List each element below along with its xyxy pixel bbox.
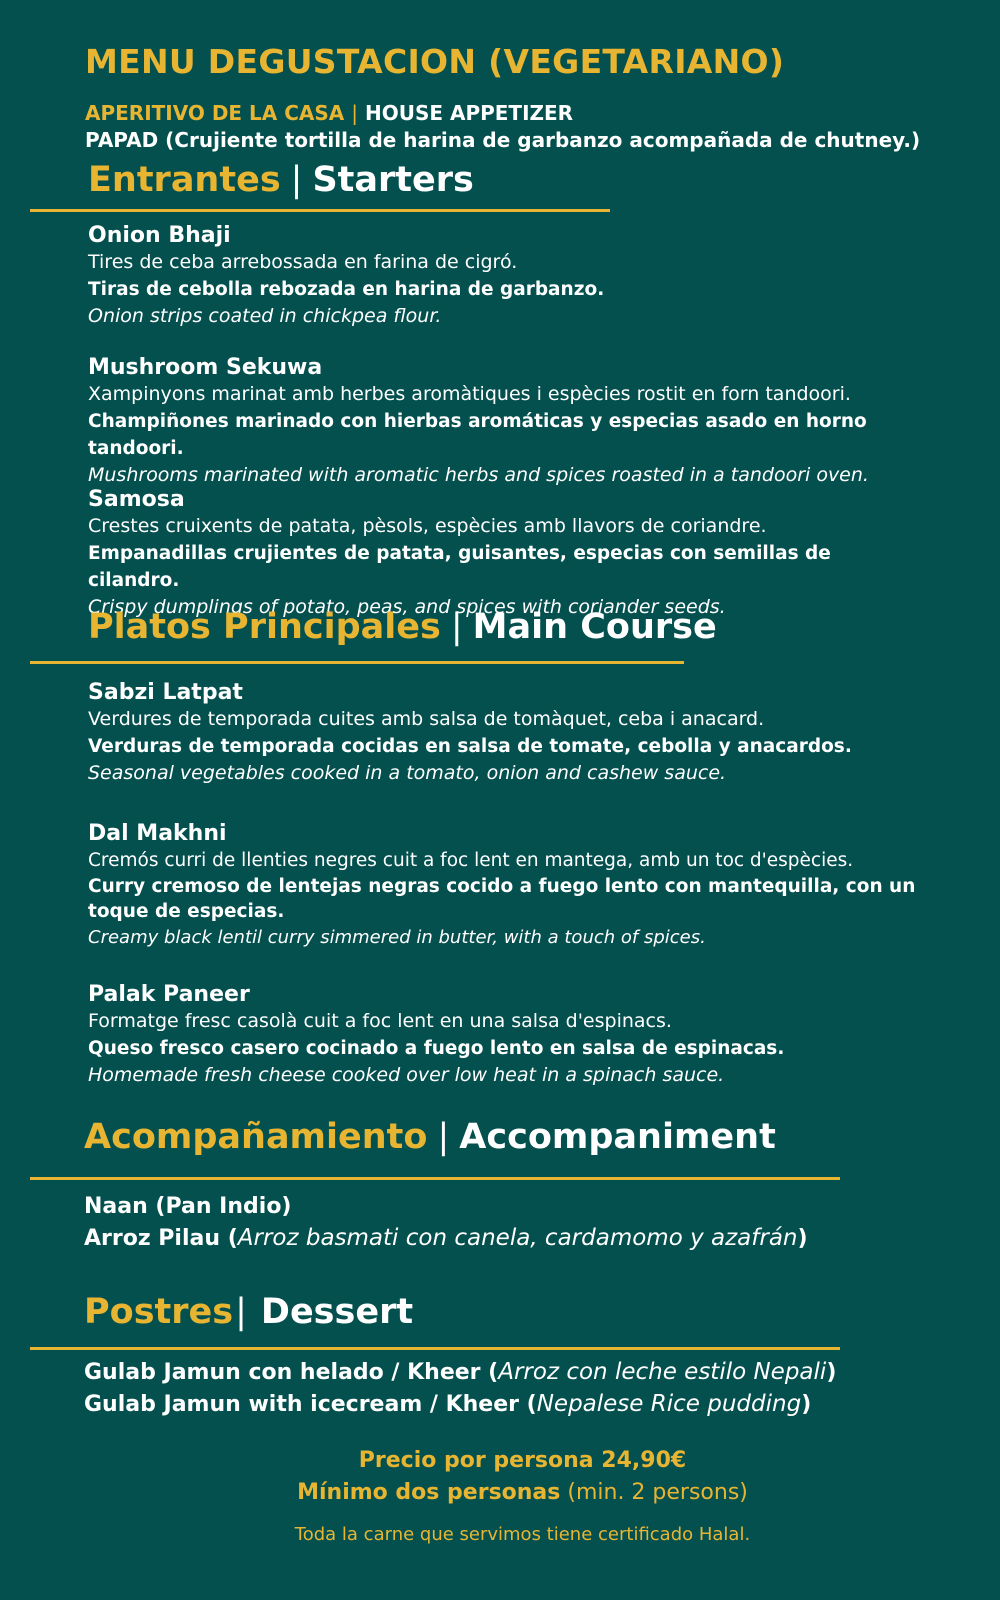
dish-desc-ca: Verdures de temporada cuites amb salsa de tomàquet, ceba i anacard. <box>88 708 765 730</box>
dish-name: Sabzi Latpat <box>88 680 243 705</box>
starters-separator: | <box>290 160 303 200</box>
menu-title: MENU DEGUSTACION (VEGETARIANO) <box>85 42 785 81</box>
dessert-line-es-desc: Arroz con leche estilo Nepali <box>498 1359 827 1385</box>
pilau-desc: Arroz basmati con canela, cardamomo y azafrán <box>237 1225 798 1251</box>
minimum-note: (min. 2 persons) <box>567 1480 748 1505</box>
dish-desc-en: Homemade fresh cheese cooked over low heat in a spinach sauce. <box>88 1064 725 1086</box>
dessert-heading-en: Dessert <box>260 1292 414 1332</box>
appetizer-separator: | <box>351 101 358 125</box>
dish-desc-es: Verduras de temporada cocidas en salsa de tomate, cebolla y anacardos. <box>88 736 852 757</box>
starters-heading-en: Starters <box>312 160 474 200</box>
starters-heading <box>88 160 474 200</box>
dish-onion-bhaji <box>88 222 918 330</box>
dish-name: Dal Makhni <box>88 821 227 846</box>
dish-desc-en: Mushrooms marinated with aromatic herbs and spices roasted in a tandoori oven. <box>88 464 869 486</box>
dish-desc-en: Seasonal vegetables cooked in a tomato, onion and cashew sauce. <box>88 762 727 784</box>
dish-desc-ca: Xampinyons marinat amb herbes aromàtiques i espècies rostit en forn tandoori. <box>88 383 851 405</box>
dish-desc-en: Crispy dumplings of potato, peas, and spices with coriander seeds. <box>88 596 726 618</box>
dessert-line-en-name: Gulab Jamun with icecream / Kheer <box>84 1392 519 1417</box>
accompaniment-rule <box>30 1177 840 1180</box>
accompaniment-heading-en: Accompaniment <box>459 1117 776 1157</box>
appetizer-label-es: APERITIVO DE LA CASA <box>85 101 345 125</box>
main-course-heading-es: Platos Principales <box>88 607 441 647</box>
minimum-line <box>0 1480 1000 1505</box>
dessert-heading <box>84 1292 413 1332</box>
pilau-name: Arroz Pilau <box>84 1226 221 1251</box>
dish-desc-es: Tiras de cebolla rebozada en harina de garbanzo. <box>88 279 605 300</box>
accompaniment-separator: | <box>437 1117 450 1157</box>
main-course-separator: | <box>450 607 463 647</box>
dish-desc-en: Creamy black lentil curry simmered in butter, with a touch of spices. <box>88 927 706 948</box>
dish-name: Onion Bhaji <box>88 223 231 248</box>
dish-desc-es: Curry cremoso de lentejas negras cocido a fuego lento con mantequilla, con un toque de especias. <box>88 876 916 922</box>
appetizer-label-en: HOUSE APPETIZER <box>364 101 574 125</box>
dish-desc-ca: Formatge fresc casolà cuit a foc lent en una salsa d'espinacs. <box>88 1010 672 1032</box>
dish-desc-es: Queso fresco casero cocinado a fuego lento en salsa de espinacas. <box>88 1038 785 1059</box>
dessert-line-en: Gulab Jamun with icecream / Kheer (Nepalese Rice pudding) <box>84 1391 812 1417</box>
starters-heading-es: Entrantes <box>88 160 281 200</box>
accompaniment-heading <box>84 1117 776 1157</box>
dish-desc-ca: Crestes cruixents de patata, pèsols, espècies amb llavors de coriandre. <box>88 515 767 537</box>
appetizer-description: PAPAD (Crujiente tortilla de harina de garbanzo acompañada de chutney.) <box>85 128 921 152</box>
appetizer-label <box>85 101 573 125</box>
dessert-heading-es: Postres <box>84 1292 234 1332</box>
accompaniment-item-naan: Naan (Pan Indio) <box>84 1194 292 1219</box>
accompaniment-heading-es: Acompañamiento <box>84 1117 428 1157</box>
dish-name: Mushroom Sekuwa <box>88 355 323 380</box>
dessert-separator: | <box>235 1292 247 1332</box>
accompaniment-item-pilau: Arroz Pilau (Arroz basmati con canela, cardamomo y azafrán) <box>84 1225 808 1251</box>
minimum-bold: Mínimo dos personas <box>297 1480 561 1505</box>
dessert-line-en-desc: Nepalese Rice pudding <box>536 1391 802 1417</box>
dish-desc-en: Onion strips coated in chickpea flour. <box>88 305 442 327</box>
main-course-rule <box>30 661 684 664</box>
main-course-heading-en: Main Course <box>472 607 717 647</box>
halal-note: Toda la carne que servimos tiene certificado Halal. <box>294 1524 751 1545</box>
dessert-line-es-name: Gulab Jamun con helado / Kheer <box>84 1360 481 1385</box>
dish-name: Palak Paneer <box>88 982 250 1007</box>
main-course-heading <box>88 607 717 647</box>
dish-samosa <box>88 486 918 621</box>
dish-desc-ca: Tires de ceba arrebossada en farina de cigró. <box>88 251 518 273</box>
dish-desc-ca: Cremós curri de llenties negres cuit a foc lent en mantega, amb un toc d'espècies. <box>88 850 854 871</box>
dish-sabzi-latpat <box>88 679 918 787</box>
dish-palak-paneer <box>88 981 918 1089</box>
dessert-rule <box>30 1347 840 1350</box>
dish-name: Samosa <box>88 487 185 512</box>
dish-dal-makhni <box>88 820 918 951</box>
dish-desc-es: Empanadillas crujientes de patata, guisantes, especias con semillas de cilandro. <box>88 543 831 591</box>
price-line: Precio por persona 24,90€ <box>358 1448 687 1473</box>
dessert-line-es: Gulab Jamun con helado / Kheer (Arroz con leche estilo Nepali) <box>84 1359 837 1385</box>
dish-desc-es: Champiñones marinado con hierbas aromáticas y especias asado en horno tandoori. <box>88 411 867 459</box>
starters-rule <box>30 209 610 212</box>
dish-mushroom-sekuwa <box>88 354 918 489</box>
